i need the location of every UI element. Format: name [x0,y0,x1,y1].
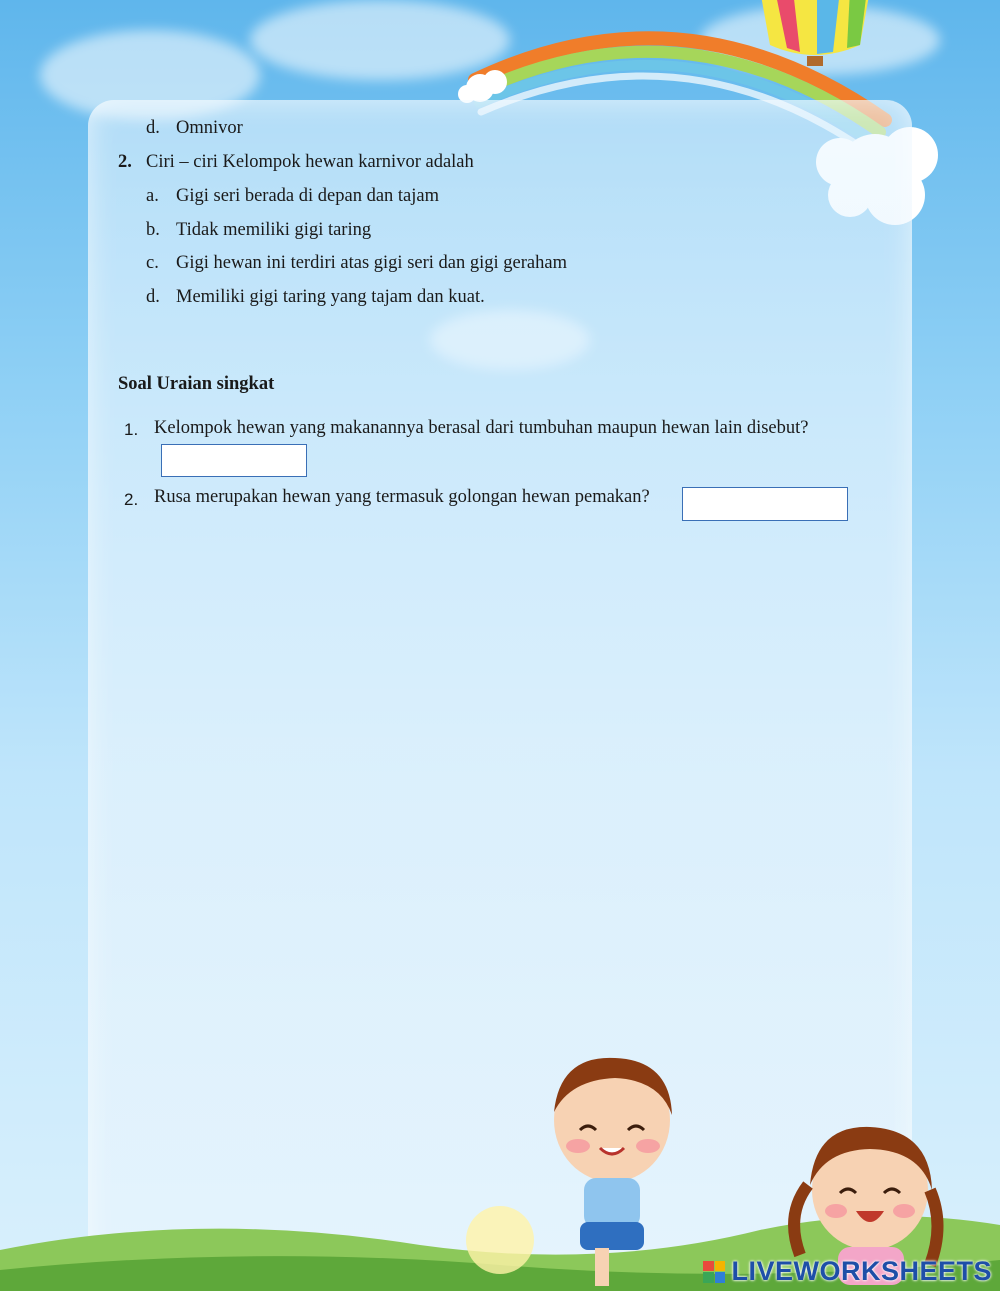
question-text: Kelompok hewan yang makanannya berasal dari tumbuhan maupun hewan lain disebut? [154,418,809,438]
logo-text: LIVEWORKSHEETS [731,1256,992,1286]
logo-mark-icon [703,1261,725,1283]
option-text: Omnivor [176,118,243,138]
option-text: Gigi seri berada di depan dan tajam [176,186,440,206]
liveworksheets-logo [703,1256,992,1287]
option-letter: d. [146,287,160,307]
section-heading: Soal Uraian singkat [118,374,275,394]
option-letter: d. [146,118,160,138]
question-number: 2. [124,490,139,509]
question-text: Rusa merupakan hewan yang termasuk golongan hewan pemakan? [154,487,650,507]
answer-input-1[interactable] [161,444,307,477]
option-text: Tidak memiliki gigi taring [176,220,372,240]
worksheet-panel [88,100,912,1268]
option-letter: c. [146,253,159,273]
option-text: Memiliki gigi taring yang tajam dan kuat. [176,287,485,307]
boy-illustration [540,1050,690,1290]
option-letter: b. [146,220,160,240]
question-number: 1. [124,420,139,439]
question-number: 2. [118,152,132,172]
option-text: Gigi hewan ini terdiri atas gigi seri dan gigi geraham [176,253,567,273]
answer-input-2[interactable] [682,487,848,521]
question-text: Ciri – ciri Kelompok hewan karnivor adalah [146,152,474,172]
option-letter: a. [146,186,159,206]
